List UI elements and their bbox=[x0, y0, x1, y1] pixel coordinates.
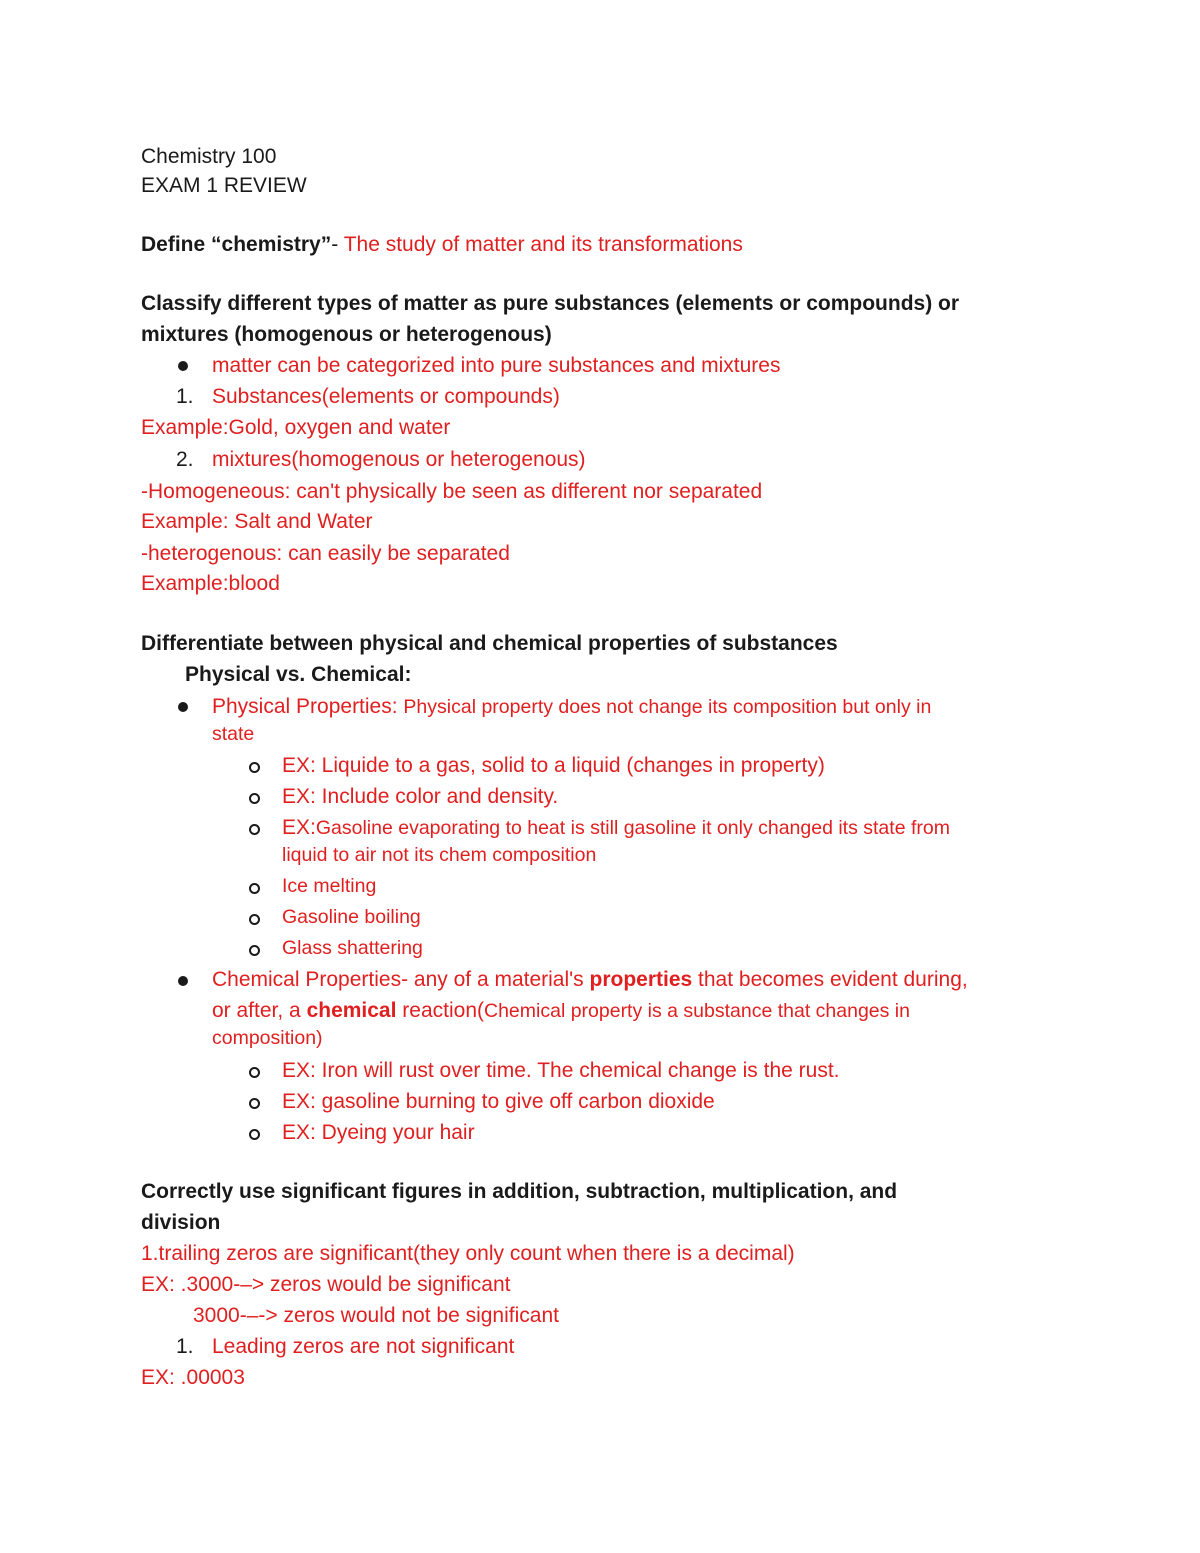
chemical-properties-line-2 bbox=[212, 1000, 910, 1022]
classify-item-2: mixtures(homogenous or heterogenous) bbox=[212, 448, 586, 471]
physical-properties-line-2: state bbox=[212, 723, 255, 745]
classify-heading-line-1: Classify different types of matter as pure substances (elements or compounds) or bbox=[141, 292, 960, 315]
chemical-example-3: EX: Dyeing your hair bbox=[282, 1121, 475, 1144]
chemical-text-1: Chemical Properties- any of a material's bbox=[212, 968, 590, 991]
chemical-properties-line-3: composition) bbox=[212, 1027, 323, 1049]
chemical-example-1: EX: Iron will rust over time. The chemical change is the rust. bbox=[282, 1059, 840, 1082]
physical-example-3-label: EX: bbox=[282, 816, 316, 839]
physical-example-3-line-2: liquid to air not its chem composition bbox=[282, 844, 597, 866]
bullet-circle-icon bbox=[249, 945, 260, 956]
course-title: Chemistry 100 bbox=[141, 145, 277, 168]
define-dash: - bbox=[331, 233, 344, 256]
classify-example-3: Example:blood bbox=[141, 572, 280, 595]
bullet-circle-icon bbox=[249, 1067, 260, 1078]
bullet-dot-icon bbox=[178, 702, 188, 712]
list-number: 1. bbox=[176, 1335, 194, 1358]
homogeneous-line: -Homogeneous: can't physically be seen as different nor separated bbox=[141, 480, 763, 503]
classify-example-2: Example: Salt and Water bbox=[141, 510, 373, 533]
chemical-bold-properties: properties bbox=[589, 968, 693, 991]
classify-item-1: Substances(elements or compounds) bbox=[212, 385, 560, 408]
sigfigs-rule-1: 1.trailing zeros are significant(they only count when there is a decimal) bbox=[141, 1242, 795, 1265]
physical-desc-1: Physical property does not change its composition but only in bbox=[403, 696, 932, 718]
chemical-bold-chemical: chemical bbox=[306, 999, 397, 1022]
chemical-text-3: or after, a bbox=[212, 999, 307, 1022]
physical-properties-line-1 bbox=[212, 696, 931, 718]
sigfigs-example-3: EX: .00003 bbox=[141, 1366, 245, 1389]
physical-label: Physical Properties: bbox=[212, 695, 404, 718]
bullet-circle-icon bbox=[249, 914, 260, 925]
exam-title: EXAM 1 REVIEW bbox=[141, 174, 307, 197]
classify-bullet: matter can be categorized into pure substances and mixtures bbox=[212, 354, 781, 377]
sigfigs-rule-2: Leading zeros are not significant bbox=[212, 1335, 515, 1358]
define-line bbox=[141, 234, 743, 255]
list-number: 1. bbox=[176, 385, 194, 408]
properties-heading: Differentiate between physical and chemical properties of substances bbox=[141, 632, 838, 655]
bullet-circle-icon bbox=[249, 1129, 260, 1140]
bullet-circle-icon bbox=[249, 793, 260, 804]
sigfigs-heading-line-2: division bbox=[141, 1211, 221, 1234]
properties-subheading: Physical vs. Chemical: bbox=[185, 663, 412, 686]
chemical-text-5: Chemical property is a substance that changes in bbox=[484, 1000, 910, 1022]
define-answer: The study of matter and its transformations bbox=[343, 233, 743, 256]
define-label: Define “chemistry” bbox=[141, 233, 332, 256]
classify-example-1: Example:Gold, oxygen and water bbox=[141, 416, 451, 439]
bullet-circle-icon bbox=[249, 824, 260, 835]
bullet-circle-icon bbox=[249, 762, 260, 773]
list-number: 2. bbox=[176, 448, 194, 471]
chemical-text-4: reaction( bbox=[396, 999, 484, 1022]
chemical-properties-line-1 bbox=[212, 969, 968, 990]
physical-example-6: Glass shattering bbox=[282, 937, 423, 959]
physical-example-2: EX: Include color and density. bbox=[282, 785, 559, 808]
physical-example-1: EX: Liquide to a gas, solid to a liquid (changes in property) bbox=[282, 754, 825, 777]
physical-example-3-text: Gasoline evaporating to heat is still gasoline it only changed its state from bbox=[315, 817, 950, 839]
chemical-example-2: EX: gasoline burning to give off carbon dioxide bbox=[282, 1090, 715, 1113]
bullet-circle-icon bbox=[249, 883, 260, 894]
bullet-dot-icon bbox=[178, 976, 188, 986]
physical-example-5: Gasoline boiling bbox=[282, 906, 421, 928]
sigfigs-heading-line-1: Correctly use significant figures in addition, subtraction, multiplication, and bbox=[141, 1180, 898, 1203]
chemical-text-2: that becomes evident during, bbox=[692, 968, 968, 991]
sigfigs-example-2: 3000-–-> zeros would not be significant bbox=[193, 1304, 559, 1327]
bullet-dot-icon bbox=[178, 361, 188, 371]
physical-example-4: Ice melting bbox=[282, 875, 377, 897]
heterogenous-line: -heterogenous: can easily be separated bbox=[141, 542, 510, 565]
classify-heading-line-2: mixtures (homogenous or heterogenous) bbox=[141, 323, 552, 346]
sigfigs-example-1: EX: .3000-–> zeros would be significant bbox=[141, 1273, 511, 1296]
bullet-circle-icon bbox=[249, 1098, 260, 1109]
physical-example-3-line-1 bbox=[282, 817, 950, 839]
